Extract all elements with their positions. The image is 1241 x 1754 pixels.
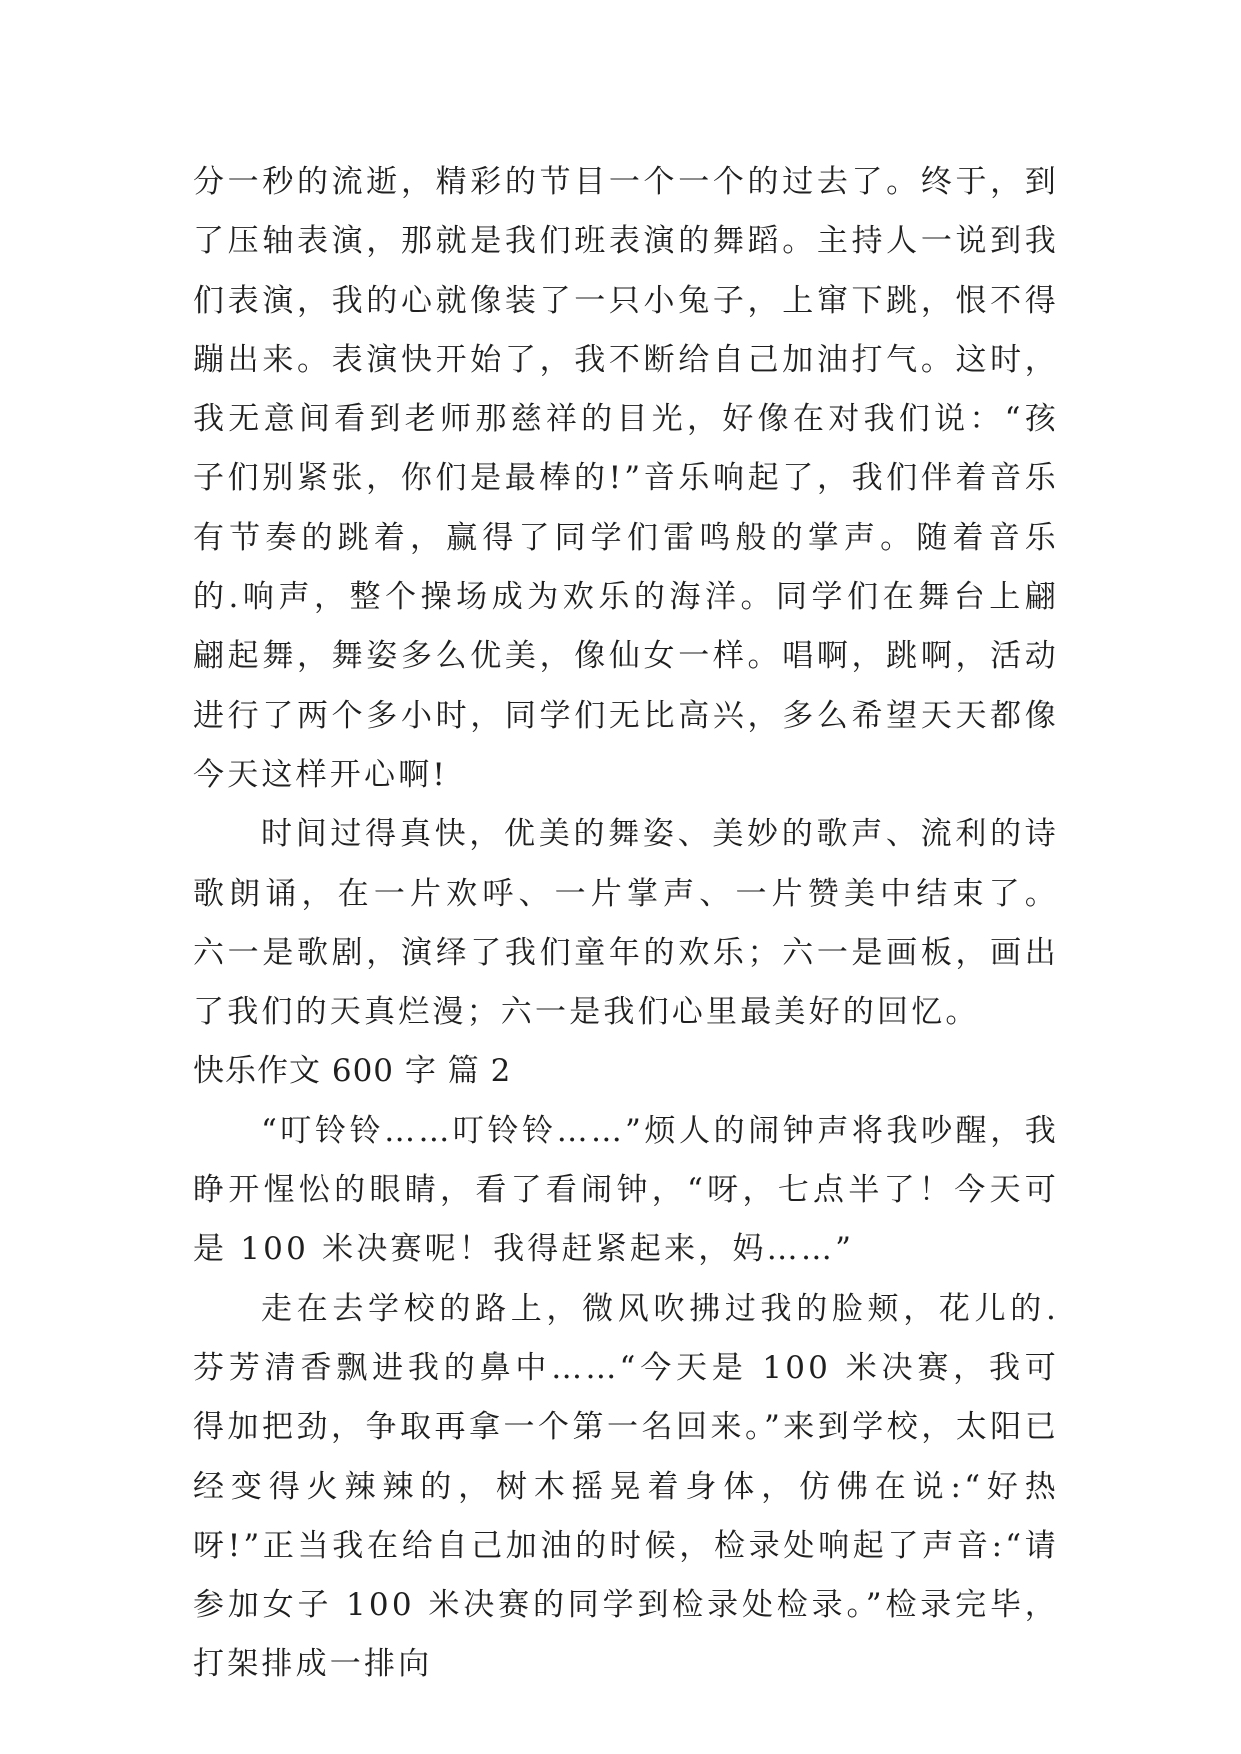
- paragraph-alarm-clock: “叮铃铃……叮铃铃……”烦人的闹钟声将我吵醒，我睁开惺忪的眼睛，看了看闹钟，“呀，七点半了！今天可是 100 米决赛呢！我得赶紧起来，妈……”: [193, 1112, 1059, 1268]
- paragraph-dance-performance: 分一秒的流逝，精彩的节目一个一个的过去了。终于，到了压轴表演，那就是我们班表演的舞蹈。主持人一说到我们表演，我的心就像装了一只小兔子，上窜下跳，恨不得蹦出来。表演快开始了，我不断给自己加油打气。这时，我无意间看到老师那慈祥的目光，好像在对我们说：“孩子们别紧张，你们是最棒的!”音乐响起了，我们伴着音乐有节奏的跳着，赢得了同学们雷鸣般的掌声。随着音乐的.响声，整个操场成为欢乐的海洋。同学们在舞台上翩翩起舞，舞姿多么优美，像仙女一样。唱啊，跳啊，活动进行了两个多小时，同学们无比高兴，多么希望天天都像今天这样开心啊!: [193, 164, 1059, 793]
- paragraph-children-day-ending: 时间过得真快，优美的舞姿、美妙的歌声、流利的诗歌朗诵，在一片欢呼、一片掌声、一片赞美中结束了。 六一是歌剧，演绎了我们童年的欢乐；六一是画板，画出了我们的天真烂漫；六一是我们心里最美好的回忆。: [193, 816, 1059, 1031]
- document-body: [193, 153, 1059, 1695]
- paragraph-way-to-school: 走在去学校的路上，微风吹拂过我的脸颊，花儿的.芬芳清香飘进我的鼻中……“今天是 100 米决赛，我可得加把劲，争取再拿一个第一名回来。”来到学校，太阳已经变得火辣辣的，树木摇晃着身体，仿佛在说:“好热呀!”正当我在给自己加油的时候，检录处响起了声音:“请参加女子 100 米决赛的同学到检录处检录。”检录完毕，打架排成一排向: [193, 1290, 1059, 1683]
- essay-heading: 快乐作文 600 字 篇 2: [193, 1053, 512, 1090]
